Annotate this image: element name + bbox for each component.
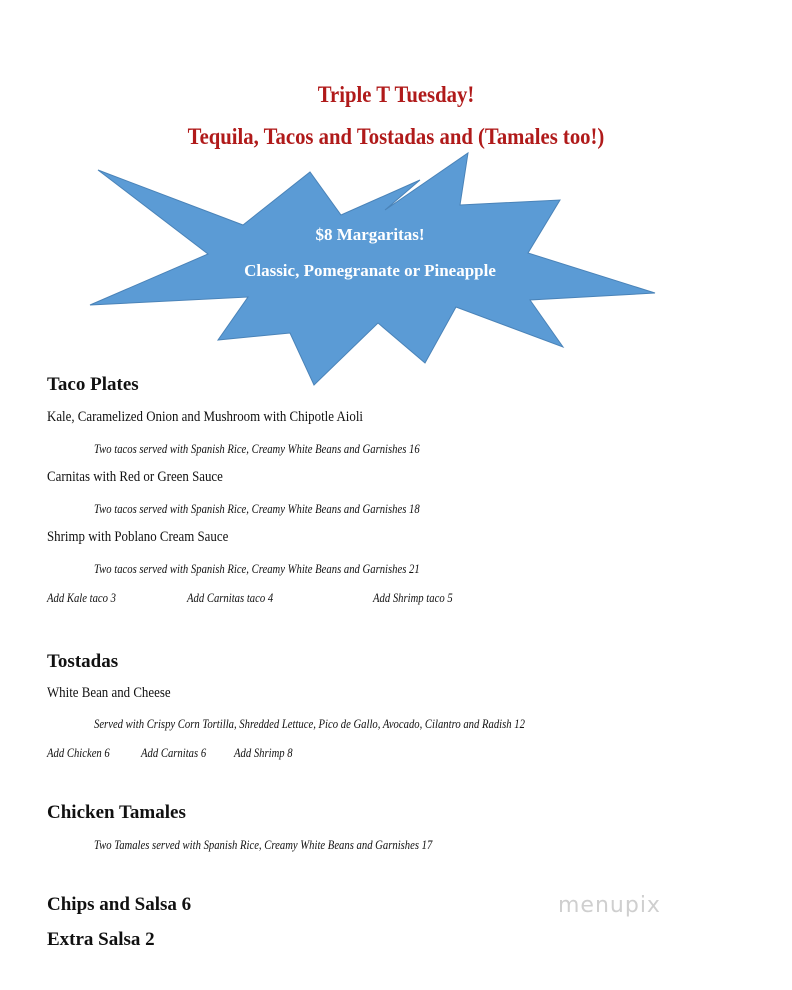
menu-item-shrimp-taco: Shrimp with Poblano Cream Sauce — [47, 529, 229, 545]
menu-title: Triple T Tuesday! — [317, 82, 475, 107]
promo-flavors: Classic, Pomegranate or Pineapple — [244, 261, 496, 280]
menu-item-desc: Two tacos served with Spanish Rice, Creamy White Beans and Garnishes 18 — [94, 501, 420, 516]
menu-item-white-bean-tostada: White Bean and Cheese — [47, 685, 171, 701]
chips-and-salsa: Chips and Salsa 6 — [47, 894, 192, 915]
addon-shrimp: Add Shrimp 8 — [234, 745, 293, 760]
addon-chicken: Add Chicken 6 — [47, 745, 110, 760]
menu-item-desc: Two Tamales served with Spanish Rice, Creamy White Beans and Garnishes 17 — [94, 837, 433, 852]
starburst-shape — [0, 0, 792, 400]
section-heading-tostadas: Tostadas — [47, 651, 119, 672]
addon-carnitas: Add Carnitas 6 — [141, 745, 207, 760]
menu-item-desc: Served with Crispy Corn Tortilla, Shredded Lettuce, Pico de Gallo, Avocado, Cilantro and Radish 12 — [94, 716, 525, 731]
watermark-logo: menupix — [558, 893, 661, 918]
menu-item-kale-taco: Kale, Caramelized Onion and Mushroom with Chipotle Aioli — [47, 409, 364, 425]
menu-item-carnitas-taco: Carnitas with Red or Green Sauce — [47, 469, 223, 485]
extra-salsa: Extra Salsa 2 — [47, 929, 155, 950]
menu-item-desc: Two tacos served with Spanish Rice, Creamy White Beans and Garnishes 16 — [94, 441, 420, 456]
addon-carnitas: Add Carnitas taco 4 — [187, 590, 274, 605]
promo-margaritas: $8 Margaritas! — [315, 225, 425, 244]
menu-subtitle: Tequila, Tacos and Tostadas and (Tamales too!) — [187, 124, 605, 149]
menu-item-desc: Two tacos served with Spanish Rice, Creamy White Beans and Garnishes 21 — [94, 561, 420, 576]
section-heading-taco-plates: Taco Plates — [47, 374, 139, 395]
section-heading-tamales: Chicken Tamales — [47, 802, 186, 823]
addon-kale: Add Kale taco 3 — [47, 590, 116, 605]
addon-shrimp: Add Shrimp taco 5 — [373, 590, 453, 605]
